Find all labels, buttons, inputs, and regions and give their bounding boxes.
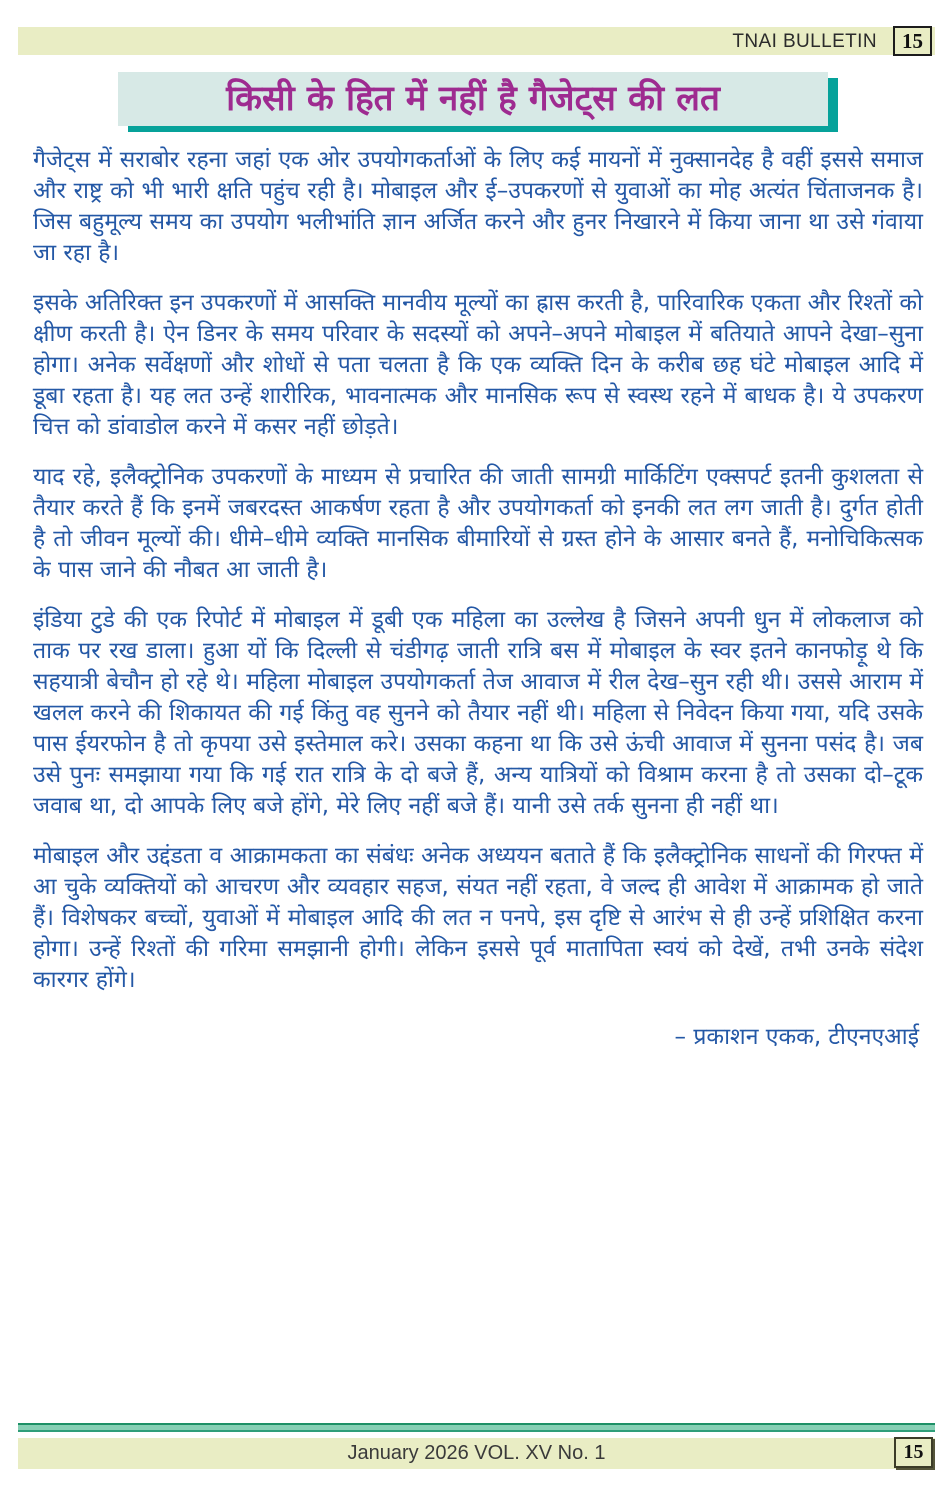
footer-page-number-box: [894, 1437, 933, 1468]
article-paragraph-5: मोबाइल और उद्दंडता व आक्रामकता का संबंधः अनेक अध्ययन बताते हैं कि इलैक्ट्रोनिक साधनों की गिरफ्त में आ चुके व्यक्तियों को आचरण और व्यवहार सहज, संयत नहीं रहता, वे जल्द ही आवेश में आक्रामक हो जाते हैं। विशेषकर बच्चों, युवाओं में मोबाइल आदि की लत न पनपे, इस दृष्टि से आरंभ से ही उन्हें प्रशिक्षित करना होगा। उन्हें रिश्तों की गरिमा समझानी होगी। लेकिन इससे पूर्व मातापिता स्वयं को देखें, तभी उनके संदेश कारगर होंगे।: [33, 843, 923, 993]
article-body: [33, 131, 923, 1053]
article-paragraph-4: इंडिया टुडे की एक रिपोर्ट में मोबाइल में डूबी एक महिला का उल्लेख है जिसने अपनी धुन में लोकलाज को ताक पर रख डाला। हुआ यों कि दिल्ली से चंडीगढ़ जाती रात्रि बस में मोबाइल के स्वर इतने कानफोड़ू थे कि सहयात्री बेचौन हो रहे थे। महिला मोबाइल उपयोगकर्ता तेज आवाज में रील देख–सुन रही थी। उससे आराम में खलल करने की शिकायत की गई किंतु वह सुनने को तैयार नहीं थी। महिला से निवेदन किया गया, यदि उसके पास ईयरफोन है तो कृपया उसे इस्तेमाल करे। उसका कहना था कि उसे ऊंची आवाज में सुनना पसंद है। जब उसे पुनः समझाया गया कि गई रात रात्रि के दो बजे हैं, अन्य यात्रियों को विश्राम करना है तो उसका दो–टूक जवाब था, दो आपके लिए बजे होंगे, मेरे लिए नहीं बजे हैं। यानी उसे तर्क सुनना ही नहीं था।: [33, 607, 923, 819]
footer-band: [18, 1438, 935, 1469]
article-title-banner: [118, 72, 828, 126]
article-signature: – प्रकाशन एकक, टीएनएआई: [674, 1024, 919, 1050]
header-page-number-box: [893, 26, 932, 56]
article-paragraph-1: गैजेट्स में सराबोर रहना जहां एक ओर उपयोगकर्ताओं के लिए कई मायनों में नुक्सानदेह है वहीं इससे समाज और राष्ट्र को भी भारी क्षति पहुंच रही है। मोबाइल और ई–उपकरणों से युवाओं का मोह अत्यंत चिंताजनक है। जिस बहुमूल्य समय का उपयोग भलीभांति ज्ञान अर्जित करने और हुनर निखारने में किया जाना था उसे गंवाया जा रहा है।: [33, 147, 923, 266]
article-paragraph-3: याद रहे, इलैक्ट्रोनिक उपकरणों के माध्यम से प्रचारित की जाती सामग्री मार्किटिंग एक्सपर्ट इतनी कुशलता से तैयार करते हैं कि इनमें जबरदस्त आकर्षण रहता है और उपयोगकर्ता को इनकी लत लग जाती है। दुर्गत होती है तो जीवन मूल्यों की। धीमे–धीमे व्यक्ति मानसिक बीमारियों से ग्रस्त होने के आसार बनते हैं, मनोचिकित्सक के पास जाने की नौबत आ जाती है।: [33, 464, 923, 583]
header-band: [18, 27, 935, 55]
article-title: किसी के हित में नहीं है गैजेट्स की लत: [226, 79, 720, 119]
footer-page-number: 15: [903, 1441, 924, 1463]
bulletin-name: TNAI BULLETIN: [732, 31, 877, 52]
footer-issue-text: January 2026 VOL. XV No. 1: [347, 1442, 606, 1464]
header-page-number: 15: [902, 28, 923, 53]
footer-double-rule: [18, 1423, 935, 1432]
article-paragraph-2: इसके अतिरिक्त इन उपकरणों में आसक्ति मानवीय मूल्यों का ह्रास करती है, पारिवारिक एकता और रिश्तों को क्षीण करती है। ऐन डिनर के समय परिवार के सदस्यों को अपने–अपने मोबाइल में बतियाते आपने देखा–सुना होगा। अनेक सर्वेक्षणों और शोधों से पता चलता है कि एक व्यक्ति दिन के करीब छह घंटे मोबाइल आदि में डूबा रहता है। यह लत उन्हें शारीरिक, भावनात्मक और मानसिक रूप से स्वस्थ रहने में बाधक है। ये उपकरण चित्त को डांवाडोल करने में कसर नहीं छोड़ते।: [33, 290, 924, 440]
